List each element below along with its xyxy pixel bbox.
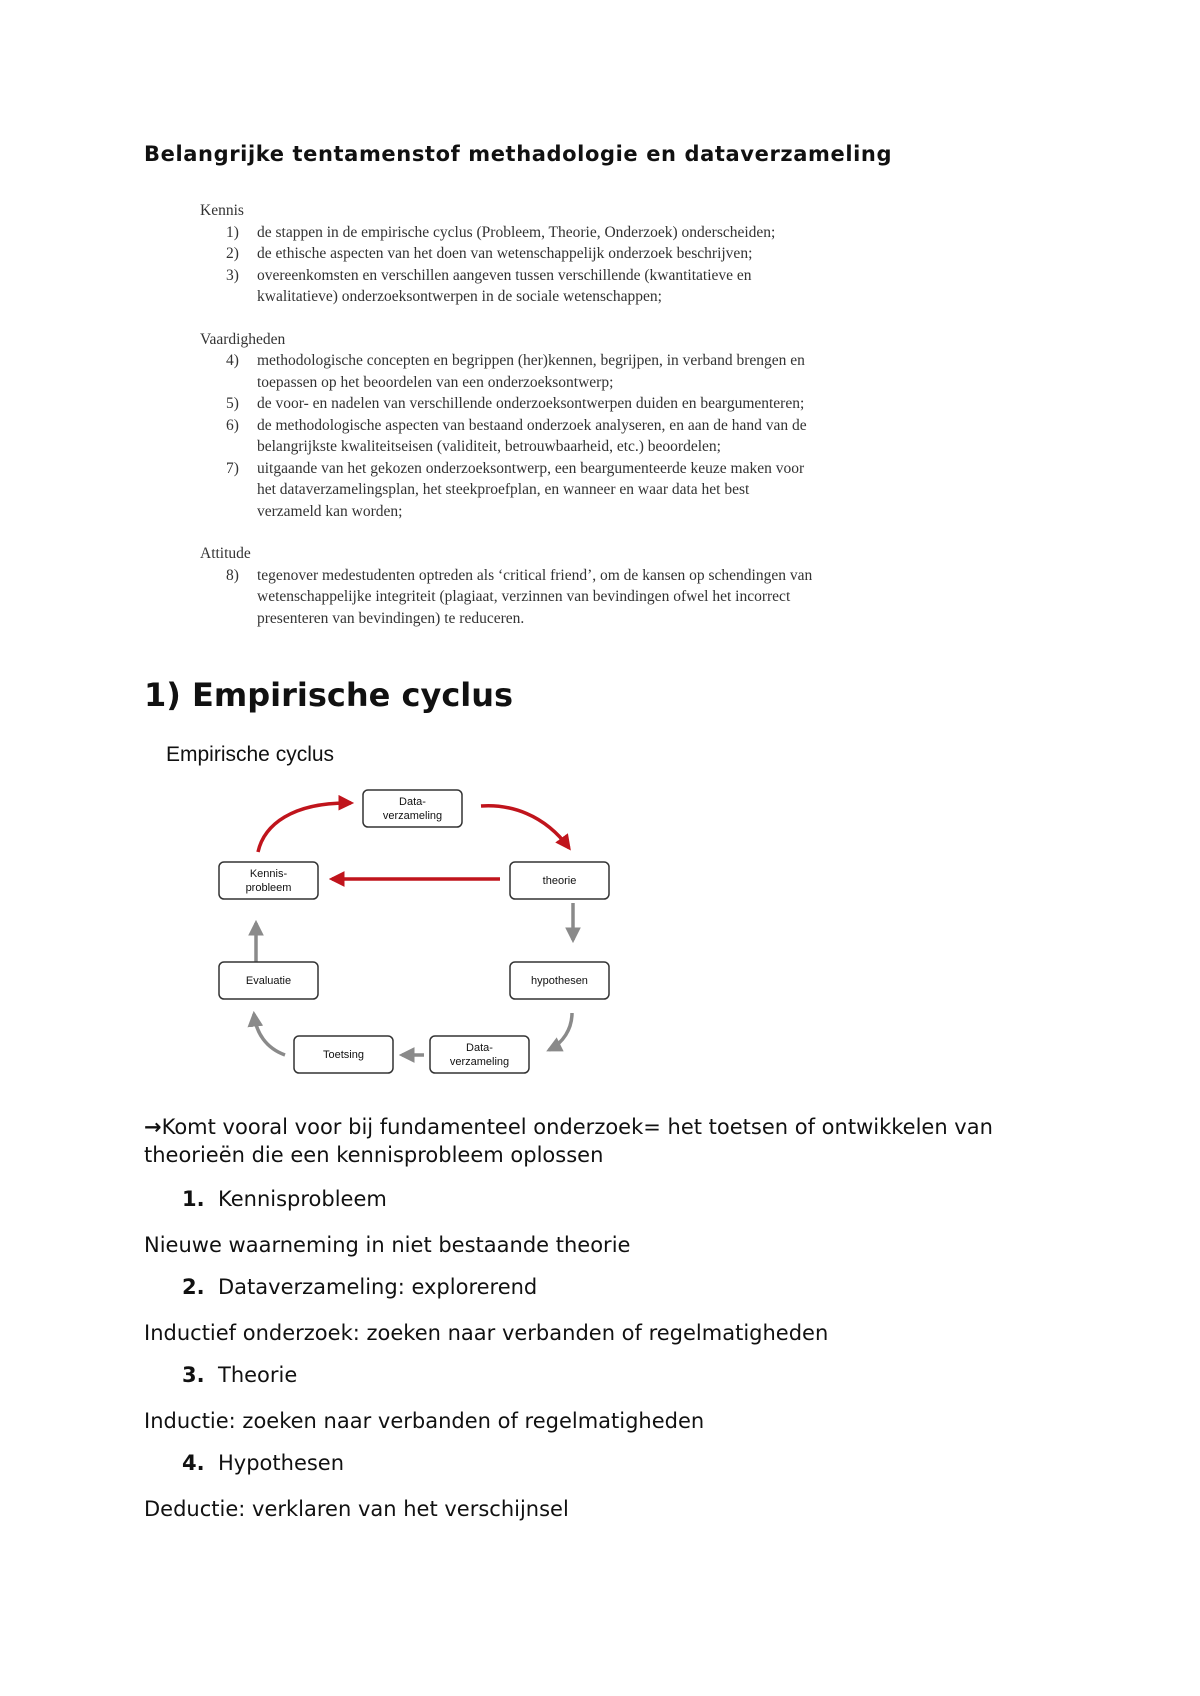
arrow-icon: → [144, 1115, 162, 1139]
section-heading: 1) Empirische cyclus [144, 676, 514, 714]
node-evaluatie [219, 962, 318, 999]
node-hypothesen [510, 962, 609, 999]
svg-text:Toetsing: Toetsing [323, 1049, 364, 1061]
step-2-description: Inductief onderzoek: zoeken naar verbanden of regelmatigheden [144, 1321, 829, 1345]
goals-list-kennis [200, 222, 960, 308]
goal-item: 7) uitgaande van het gekozen onderzoeksontwerp, een beargumenteerde keuze maken voor het dataverzamelingsplan, het steekproefplan, en wanneer en waar data het best verzameld kan worden; [226, 459, 805, 520]
svg-text:theorie: theorie [542, 875, 577, 887]
list-item-step-2: 2. Dataverzameling: explorerend [182, 1275, 538, 1299]
goal-item: 1) de stappen in de empirische cyclus (Probleem, Theorie, Onderzoek) onderscheiden; [226, 223, 776, 241]
svg-text:verzameling: verzameling [382, 810, 443, 822]
node-toetsing [294, 1036, 393, 1073]
document-title: Belangrijke tentamenstof methadologie en dataverzameling [144, 142, 893, 166]
node-theorie [510, 862, 609, 899]
arrow-hypothesen-to-data [549, 1013, 572, 1050]
node-kennisprobleem [219, 862, 318, 899]
goals-heading-vaardigheden: Vaardigheden [200, 330, 286, 348]
arrow-toetsing-to-evaluatie [254, 1014, 285, 1055]
list-item-step-3: 3. Theorie [182, 1363, 298, 1387]
step-3-description: Inductie: zoeken naar verbanden of regelmatigheden [144, 1409, 705, 1433]
goal-item: 3) overeenkomsten en verschillen aangeven tussen verschillende (kwantitatieve en kwalitatieve) onderzoeksontwerpen in de sociale wetenschappen; [226, 266, 752, 305]
svg-text:verzameling: verzameling [449, 1056, 510, 1068]
list-item-step-1: 1. Kennisprobleem [182, 1187, 387, 1211]
arrow-data-to-theorie [481, 806, 569, 848]
step-4-description: Deductie: verklaren van het verschijnsel [144, 1497, 569, 1521]
empirical-cycle-diagram [160, 740, 640, 1080]
goal-item: 6) de methodologische aspecten van bestaand onderzoek analyseren, en aan de hand van de belangrijkste kwaliteitseisen (validiteit, betrouwbaarheid, etc.) beoordelen; [226, 416, 807, 455]
list-item-step-4: 4. Hypothesen [182, 1451, 345, 1475]
goal-item: 5) de voor- en nadelen van verschillende onderzoeksontwerpen duiden en beargumenteren; [226, 395, 805, 412]
diagram-title: Empirische cyclus [166, 743, 335, 766]
arrow-kennis-to-data [258, 803, 351, 852]
learning-goals [200, 200, 960, 629]
svg-text:Data-: Data- [466, 1042, 493, 1054]
svg-text:hypothesen: hypothesen [531, 975, 588, 987]
goal-item: 4) methodologische concepten en begrippen (her)kennen, begrijpen, in verband brengen en toepassen op het beoordelen van een onderzoeksontwerp; [226, 352, 805, 391]
goals-list-attitude [200, 565, 960, 630]
goals-list-vaardigheden [200, 350, 960, 522]
node-dataverzameling-bottom [430, 1036, 529, 1073]
goals-heading-attitude: Attitude [200, 545, 251, 562]
node-dataverzameling-top [363, 790, 462, 827]
goal-item: 8) tegenover medestudenten optreden als ‘critical friend’, om de kansen op schendingen van wetenschappelijke integriteit (plagiaat, verzinnen van bevindingen ofwel het incorrect presenteren van bevindingen) te reduceren. [226, 566, 813, 627]
svg-text:Data-: Data- [399, 796, 426, 808]
step-1-description: Nieuwe waarneming in niet bestaande theorie [144, 1233, 631, 1257]
goal-item: 2) de ethische aspecten van het doen van wetenschappelijk onderzoek beschrijven; [226, 245, 753, 262]
svg-text:probleem: probleem [245, 882, 292, 894]
svg-text:Kennis-: Kennis- [249, 868, 288, 880]
svg-text:Evaluatie: Evaluatie [245, 975, 292, 987]
intro-paragraph: →Komt vooral voor bij fundamenteel onderzoek= het toetsen of ontwikkelen van theorieën die een kennisprobleem oplossen [144, 1115, 993, 1167]
goals-heading-kennis: Kennis [200, 202, 244, 219]
